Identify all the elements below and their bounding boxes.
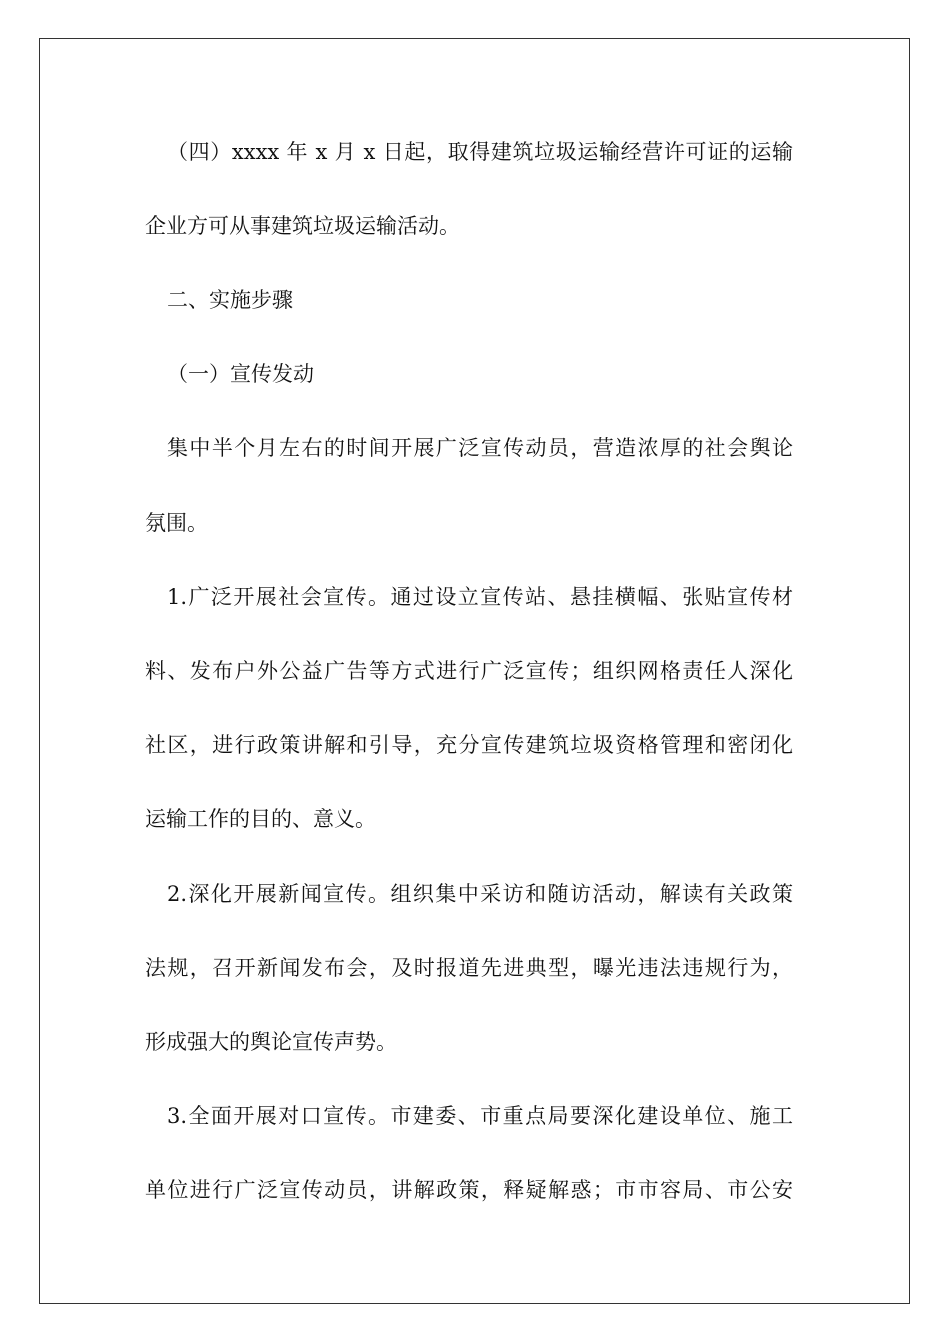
paragraph-line: 料、发布户外公益广告等方式进行广泛宣传；组织网格责任人深化	[145, 659, 793, 683]
paragraph-line: （四）xxxx 年 x 月 x 日起，取得建筑垃圾运输经营许可证的运输	[167, 140, 793, 164]
paragraph-line: 单位进行广泛宣传动员，讲解政策，释疑解惑；市市容局、市公安	[145, 1178, 793, 1202]
paragraph-line: 2.深化开展新闻宣传。组织集中采访和随访活动，解读有关政策	[167, 882, 793, 906]
subsection-heading: （一）宣传发动	[167, 362, 314, 386]
paragraph-line: 3.全面开展对口宣传。市建委、市重点局要深化建设单位、施工	[167, 1104, 793, 1128]
paragraph-line: 企业方可从事建筑垃圾运输活动。	[145, 214, 460, 238]
paragraph-line: 社区，进行政策讲解和引导，充分宣传建筑垃圾资格管理和密闭化	[145, 733, 793, 757]
paragraph-line: 氛围。	[145, 511, 208, 535]
paragraph-line: 法规，召开新闻发布会，及时报道先进典型，曝光违法违规行为，	[145, 956, 793, 980]
paragraph-line: 集中半个月左右的时间开展广泛宣传动员，营造浓厚的社会舆论	[167, 436, 793, 460]
section-heading: 二、实施步骤	[167, 288, 293, 312]
paragraph-line: 运输工作的目的、意义。	[145, 807, 376, 831]
paragraph-line: 1.广泛开展社会宣传。通过设立宣传站、悬挂横幅、张贴宣传材	[167, 585, 793, 609]
paragraph-line: 形成强大的舆论宣传声势。	[145, 1030, 397, 1054]
